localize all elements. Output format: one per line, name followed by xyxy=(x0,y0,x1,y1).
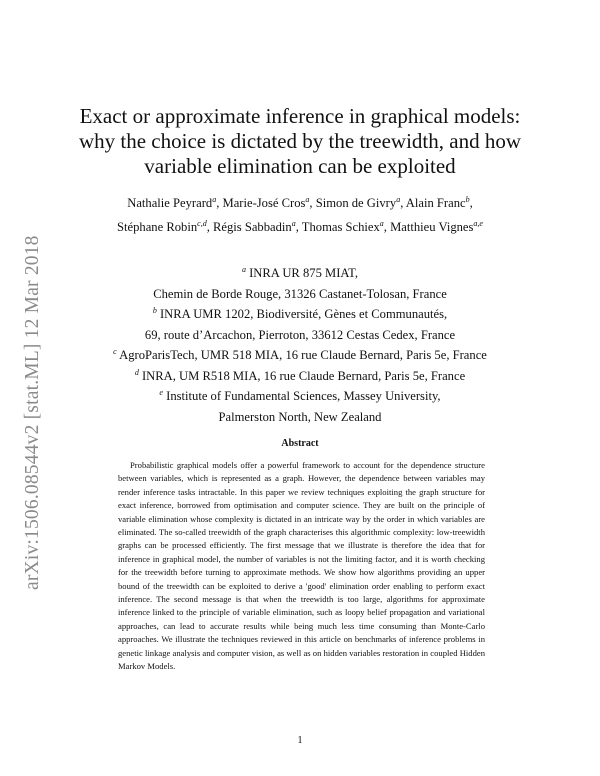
author-separator: , xyxy=(216,196,223,210)
author-affil-mark: c,d xyxy=(197,219,207,228)
author-line xyxy=(60,192,540,216)
affiliation-text: Palmerston North, New Zealand xyxy=(218,409,382,424)
author-affil-mark: a xyxy=(396,195,401,204)
affiliation-text: INRA, UM R518 MIA, 16 rue Claude Bernard, Paris 5e, France xyxy=(138,368,466,383)
author-affil-mark: a xyxy=(212,195,217,204)
title-line: Exact or approximate inference in graphical models: xyxy=(79,104,521,128)
abstract-body: Probabilistic graphical models offer a powerful framework to account for the dependence structure between variables, which is represented as a graph. However, the dependence between variables may render inference tasks intractable. In this paper we review techniques exploiting the graph structure for exact inference, borrowed from optimisation and computer science. They are built on the principle of variable elimination whose complexity is dictated in an intricate way by the order in which variables are eliminated. The so-called treewidth of the graph characterises this algorithmic complexity: low-treewidth graphs can be processed efficiently. The first message that we illustrate is therefore the idea that for inference in graphical model, the number of variables is not the limiting factor, and it is worth checking for the treewidth before turning to approximate methods. We show how algorithms providing an upper bound of the treewidth can be exploited to derive a 'good' elimination order enabling to perform exact inference. The second message is that when the treewidth is too large, algorithms for approximate inference linked to the principle of variable elimination, such as loopy belief propagation and variational approaches, can lead to accurate results while being much less time consuming than Monte-Carlo approaches. We illustrate the techniques reviewed in this article on benchmarks of inference problems in genetic linkage analysis and computer vision, as well as on hidden variables restoration in coupled Hidden Markov Models. xyxy=(118,460,485,672)
author-separator: , xyxy=(206,220,213,234)
title-line: why the choice is dictated by the treewidth, and how xyxy=(78,129,522,153)
affiliation-mark: d xyxy=(134,367,139,377)
affiliation-text: Chemin de Borde Rouge, 31326 Castanet-Tolosan, France xyxy=(153,286,447,301)
abstract-heading: Abstract xyxy=(281,438,319,449)
author-line xyxy=(60,216,540,240)
page-number: 1 xyxy=(297,735,303,746)
author-name: Régis Sabbadin xyxy=(213,220,292,234)
affiliation-line xyxy=(60,285,540,306)
author-affil-mark: a,e xyxy=(473,219,483,228)
affiliation-line xyxy=(60,264,540,285)
author-name: Simon de Givry xyxy=(315,196,397,210)
paper-title xyxy=(60,104,540,179)
affiliation-mark: a xyxy=(241,265,246,274)
author-name: Thomas Schiex xyxy=(301,220,380,234)
author-list xyxy=(60,192,540,240)
author-affil-mark: a xyxy=(305,195,310,204)
author-separator: , xyxy=(469,196,473,210)
author-separator: , xyxy=(309,196,316,210)
affiliation-line xyxy=(60,346,540,367)
affiliation-text: AgroParisTech, UMR 518 MIA, 16 rue Claude Bernard, Paris 5e, France xyxy=(116,348,487,362)
affiliation-text: INRA UMR 1202, Biodiversité, Gènes et Communautés, xyxy=(156,307,448,321)
affiliation-text: 69, route d’Arcachon, Pierroton, 33612 Cestas Cedex, France xyxy=(144,327,456,342)
affiliation-line xyxy=(60,326,540,347)
affiliation-line xyxy=(60,305,540,326)
author-separator: , xyxy=(383,220,391,234)
affiliation-mark: b xyxy=(152,306,157,315)
author-name: Marie-José Cros xyxy=(222,196,306,210)
author-name: Matthieu Vignes xyxy=(390,220,474,234)
author-name: Stéphane Robin xyxy=(117,220,198,234)
affiliation-line xyxy=(60,408,540,429)
author-separator: , xyxy=(295,220,302,234)
author-affil-mark: a xyxy=(379,219,384,228)
affiliation-mark: c xyxy=(113,347,117,356)
author-affil-mark: a xyxy=(291,219,296,228)
affiliation-list xyxy=(60,264,540,428)
affiliation-line xyxy=(60,367,540,388)
affiliation-text: INRA UR 875 MIAT, xyxy=(245,266,359,280)
author-affil-mark: b xyxy=(465,195,470,204)
arxiv-identifier[interactable]: arXiv:1506.08544v2 [stat.ML] 12 Mar 2018 xyxy=(22,235,43,590)
affiliation-text: Institute of Fundamental Sciences, Massey University, xyxy=(162,389,441,403)
affiliation-line xyxy=(60,387,540,408)
author-name: Alain Franc xyxy=(405,196,466,210)
author-separator: , xyxy=(400,196,406,210)
author-name: Nathalie Peyrard xyxy=(127,196,213,210)
title-line: variable elimination can be exploited xyxy=(144,154,456,178)
affiliation-mark: e xyxy=(159,388,163,397)
